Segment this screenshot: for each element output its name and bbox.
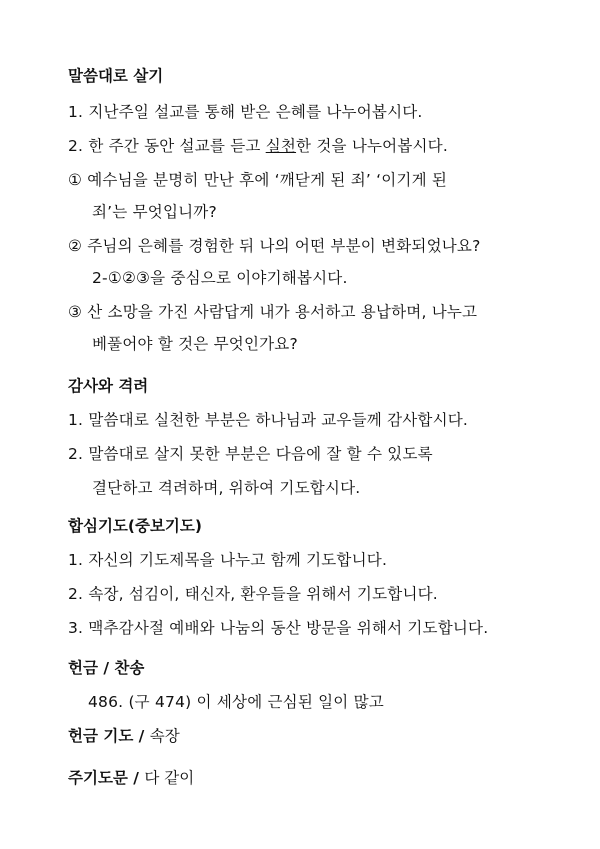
question-1-line-1: ① 예수님을 분명히 만난 후에 ‘깨닫게 된 죄’ ‘이기게 된	[68, 171, 448, 189]
item-2-text-underlined: 실천	[265, 137, 297, 155]
offering-prayer-label: 헌금 기도 /	[68, 727, 150, 745]
thanks-item-2-line-2: 결단하고 격려하며, 위하여 기도합시다.	[92, 479, 361, 497]
living-word-item-2	[68, 134, 448, 156]
section-title-offering: 헌금 / 찬송	[68, 659, 145, 677]
offering-prayer-value: 속장	[149, 727, 180, 745]
question-3-line-1: ③ 산 소망을 가진 사람답게 내가 용서하고 용납하며, 나누고	[68, 303, 478, 321]
item-2-text-pre: 2. 한 주간 동안 설교를 듣고	[68, 137, 266, 155]
prayer-item-1: 1. 자신의 기도제목을 나누고 함께 기도합니다.	[68, 551, 388, 569]
question-3-line-2: 베풀어야 할 것은 무엇인가요?	[92, 335, 298, 353]
thanks-item-2-line-1: 2. 말씀대로 살지 못한 부분은 다음에 잘 할 수 있도록	[68, 445, 433, 463]
lords-prayer-label: 주기도문 /	[68, 769, 145, 787]
item-2-text-post: 한 것을 나누어봅시다.	[296, 137, 448, 155]
question-2-line-1: ② 주님의 은혜를 경험한 뒤 나의 어떤 부분이 변화되었나요?	[68, 237, 481, 255]
section-title-thanks: 감사와 격려	[68, 377, 149, 395]
living-word-item-1: 1. 지난주일 설교를 통해 받은 은혜를 나누어봅시다.	[68, 103, 423, 121]
question-1-line-2: 죄’는 무엇입니까?	[92, 203, 217, 221]
hymn-line: 486. (구 474) 이 세상에 근심된 일이 많고	[88, 693, 384, 711]
lords-prayer-line	[68, 766, 194, 788]
section-title-living-word: 말씀대로 살기	[68, 67, 164, 85]
thanks-item-1: 1. 말씀대로 실천한 부분은 하나님과 교우들께 감사합시다.	[68, 411, 469, 429]
lords-prayer-value: 다 같이	[144, 769, 195, 787]
section-title-prayer: 합심기도(중보기도)	[68, 517, 202, 535]
question-2-line-2: 2-①②③을 중심으로 이야기해봅시다.	[92, 269, 348, 287]
prayer-item-3: 3. 맥추감사절 예배와 나눔의 동산 방문을 위해서 기도합니다.	[68, 619, 489, 637]
offering-prayer-line	[68, 724, 180, 746]
prayer-item-2: 2. 속장, 섬김이, 태신자, 환우들을 위해서 기도합니다.	[68, 585, 438, 603]
